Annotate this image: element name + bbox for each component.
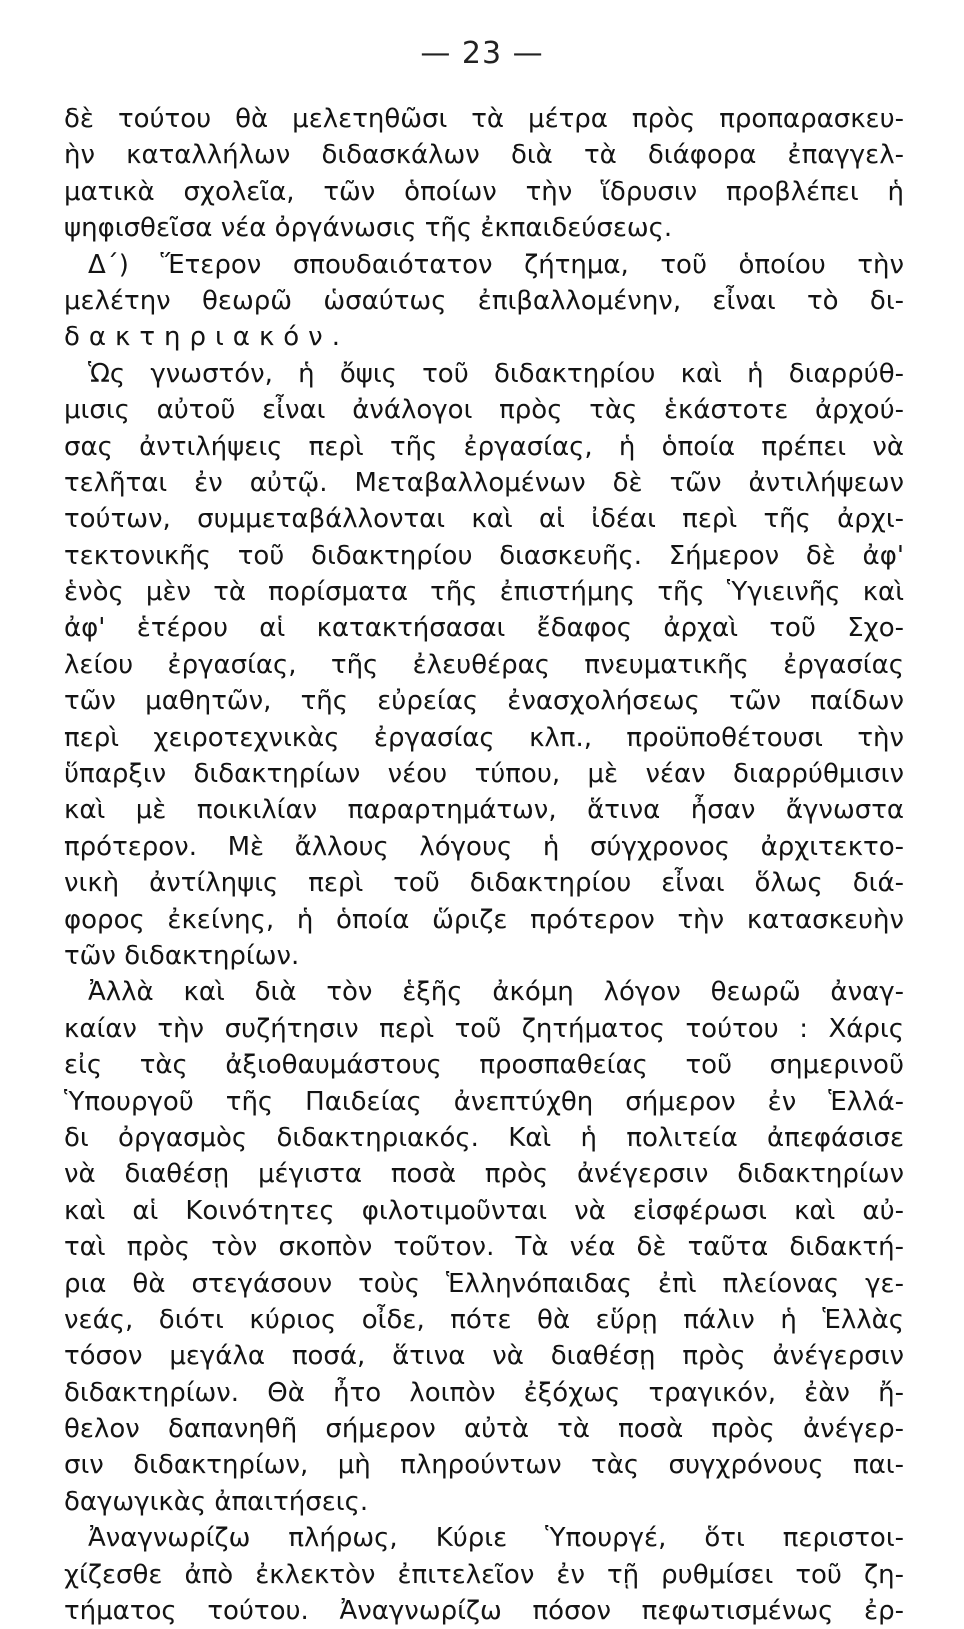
text-line: ρια θὰ στεγάσουν τοὺς Ἑλληνόπαιδας ἐπὶ πλείονας γε- (64, 1268, 904, 1299)
text-line: πρότερον. Μὲ ἄλλους λόγους ἡ σύγχρονος ἀρχιτεκτο- (64, 831, 904, 862)
text-line: τῶν μαθητῶν, τῆς εὐρείας ἐνασχολήσεως τῶν παίδων (64, 686, 904, 717)
text-line: ψηφισθεῖσα νέα ὀργάνωσις τῆς ἐκπαιδεύσεως. (64, 213, 673, 244)
text-line: νὰ διαθέσῃ μέγιστα ποσὰ πρὸς ἀνέγερσιν διδακτηρίων (64, 1159, 904, 1190)
text-line: ταὶ πρὸς τὸν σκοπὸν τοῦτον. Τὰ νέα δὲ ταῦτα διδακτή- (64, 1232, 904, 1263)
text-line: Ὑπουργοῦ τῆς Παιδείας ἀνεπτύχθη σήμερον ἐν Ἑλλά- (64, 1086, 904, 1117)
text-line: δὲ τούτου θὰ μελετηθῶσι τὰ μέτρα πρὸς προπαρασκευ- (64, 104, 904, 134)
text-line: τούτων, συμμεταβάλλονται καὶ αἱ ἰδέαι περὶ τῆς ἀρχι- (64, 504, 904, 535)
text-line: τεκτονικῆς τοῦ διδακτηρίου διασκευῆς. Σήμερον δὲ ἀφ' (64, 540, 904, 571)
text-line: τελῆται ἐν αὐτῷ. Μεταβαλλομένων δὲ τῶν ἀντιλήψεων (64, 467, 904, 498)
text-line: νικὴ ἀντίληψις περὶ τοῦ διδακτηρίου εἶναι ὅλως διά- (64, 868, 904, 899)
text-line: ὕπαρξιν διδακτηρίων νέου τύπου, μὲ νέαν διαρρύθμισιν (64, 759, 904, 790)
text-line: σιν διδακτηρίων, μὴ πληρούντων τὰς συγχρόνους παι- (64, 1450, 904, 1481)
text-line: φορος ἐκείνης, ἡ ὁποία ὥριζε πρότερον τὴν κατασκευὴν (64, 904, 904, 935)
paragraph-start-line: Ἀλλὰ καὶ διὰ τὸν ἑξῆς ἀκόμη λόγον θεωρῶ ἀναγ- (88, 977, 904, 1008)
text-line: δι ὀργασμὸς διδακτηριακός. Καὶ ἡ πολιτεία ἀπεφάσισε (64, 1122, 904, 1153)
text-line: σας ἀντιλήψεις περὶ τῆς ἐργασίας, ἡ ὁποία πρέπει νὰ (64, 431, 904, 462)
body-text (64, 101, 904, 1629)
text-line: λείου ἐργασίας, τῆς ἐλευθέρας πνευματικῆς ἐργασίας (64, 649, 904, 680)
text-line: καὶ μὲ ποικιλίαν παραρτημάτων, ἅτινα ἦσαν ἄγνωστα (64, 795, 904, 826)
text-line: θελον δαπανηθῆ σήμερον αὐτὰ τὰ ποσὰ πρὸς ἀνέγερ- (64, 1414, 904, 1445)
text-line: τόσον μεγάλα ποσά, ἅτινα νὰ διαθέσῃ πρὸς ἀνέγερσιν (64, 1341, 904, 1372)
text-line: ματικὰ σχολεῖα, τῶν ὁποίων τὴν ἵδρυσιν προβλέπει ἡ (64, 176, 904, 207)
text-line: χίζεσθε ἀπὸ ἐκλεκτὸν ἐπιτελεῖον ἐν τῇ ρυθμίσει τοῦ ζη- (64, 1559, 904, 1590)
text-line: εἰς τὰς ἀξιοθαυμάστους προσπαθείας τοῦ σημερινοῦ (64, 1050, 904, 1081)
text-line: δαγωγικὰς ἀπαιτήσεις. (64, 1486, 369, 1517)
text-line: ἑνὸς μὲν τὰ πορίσματα τῆς ἐπιστήμης τῆς Ὑγιεινῆς καὶ (64, 577, 904, 608)
text-line: τήματος τούτου. Ἀναγνωρίζω πόσον πεφωτισμένως ἐρ- (64, 1596, 904, 1627)
page-number: — 23 — (420, 36, 544, 71)
text-line: δακτηριακόν. (64, 322, 349, 353)
text-line: διδακτηρίων. Θὰ ἦτο λοιπὸν ἐξόχως τραγικόν, ἐὰν ἤ- (64, 1377, 904, 1408)
text-line: τῶν διδακτηρίων. (64, 940, 300, 971)
text-line: καίαν τὴν συζήτησιν περὶ τοῦ ζητήματος τούτου : Χάρις (64, 1013, 904, 1044)
text-line: μελέτην θεωρῶ ὡσαύτως ἐπιβαλλομένην, εἶναι τὸ δι- (64, 285, 904, 316)
paragraph-start-line: Δ΄) Ἕτερον σπουδαιότατον ζήτημα, τοῦ ὁποίου τὴν (88, 249, 904, 280)
text-line: περὶ χειροτεχνικὰς ἐργασίας κλπ., προϋποθέτουσι τὴν (64, 722, 904, 753)
text-line: μισις αὐτοῦ εἶναι ἀνάλογοι πρὸς τὰς ἑκάστοτε ἀρχού- (64, 395, 904, 426)
paragraph-start-line: Ὡς γνωστόν, ἡ ὄψις τοῦ διδακτηρίου καὶ ἡ διαρρύθ- (88, 358, 904, 389)
text-line: νεάς, διότι κύριος οἶδε, πότε θὰ εὕρῃ πάλιν ἡ Ἑλλὰς (64, 1304, 904, 1335)
text-line: ὴν καταλλήλων διδασκάλων διὰ τὰ διάφορα ἐπαγγελ- (64, 140, 904, 171)
text-line: καὶ αἱ Κοινότητες φιλοτιμοῦνται νὰ εἰσφέρωσι καὶ αὐ- (64, 1195, 904, 1226)
paragraph-start-line: Ἀναγνωρίζω πλήρως, Κύριε Ὑπουργέ, ὅτι περιστοι- (88, 1523, 904, 1554)
text-line: ἀφ' ἑτέρου αἱ κατακτήσασαι ἔδαφος ἀρχαὶ τοῦ Σχο- (64, 613, 904, 644)
